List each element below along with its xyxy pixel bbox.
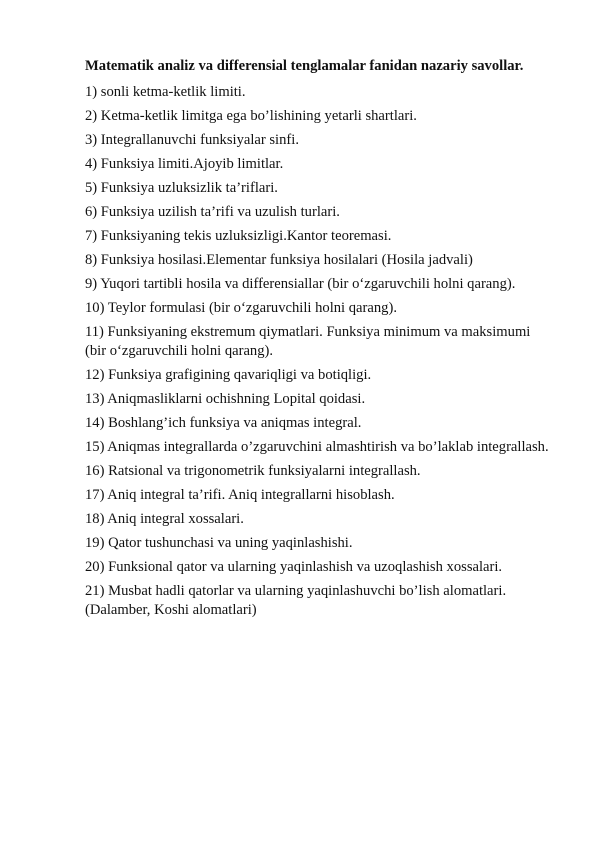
question-17: 17) Aniq integral ta’rifi. Aniq integrallarni hisoblash. [85, 487, 395, 503]
question-20: 20) Funksional qator va ularning yaqinlashish va uzoqlashish xossalari. [85, 559, 503, 575]
question-15: 15) Aniqmas integrallarda o’zgaruvchini almashtirish va bo’laklab integrallash. [85, 439, 549, 455]
question-14: 14) Boshlang’ich funksiya va aniqmas integral. [85, 415, 362, 431]
question-21: 21) Musbat hadli qatorlar va ularning yaqinlashuvchi bo’lish alomatlari. (Dalamber, Koshi alomatlari) [85, 583, 507, 618]
document-page [85, 57, 555, 625]
question-13: 13) Aniqmasliklarni ochishning Lopital qoidasi. [85, 391, 366, 407]
question-5: 5) Funksiya uzluksizlik ta’riflari. [85, 180, 278, 196]
question-list [85, 83, 555, 620]
question-12: 12) Funksiya grafigining qavariqligi va botiqligi. [85, 367, 372, 383]
document-title: Matematik analiz va differensial tenglamalar fanidan nazariy savollar. [85, 58, 524, 74]
question-16: 16) Ratsional va trigonometrik funksiyalarni integrallash. [85, 463, 421, 479]
question-4: 4) Funksiya limiti.Ajoyib limitlar. [85, 156, 284, 172]
question-19: 19) Qator tushunchasi va uning yaqinlashishi. [85, 535, 353, 551]
question-2: 2) Ketma-ketlik limitga ega bo’lishining yetarli shartlari. [85, 108, 417, 124]
question-10: 10) Teylor formulasi (bir o‘zgaruvchili holni qarang). [85, 300, 397, 316]
question-1: 1) sonli ketma-ketlik limiti. [85, 84, 246, 100]
question-11: 11) Funksiyaning ekstremum qiymatlari. Funksiya minimum va maksimumi (bir o‘zgaruvchili holni qarang). [85, 324, 531, 359]
question-18: 18) Aniq integral xossalari. [85, 511, 244, 527]
question-3: 3) Integrallanuvchi funksiyalar sinfi. [85, 132, 299, 148]
question-8: 8) Funksiya hosilasi.Elementar funksiya hosilalari (Hosila jadvali) [85, 252, 473, 268]
question-9: 9) Yuqori tartibli hosila va differensiallar (bir o‘zgaruvchili holni qarang). [85, 276, 516, 292]
question-6: 6) Funksiya uzilish ta’rifi va uzulish turlari. [85, 204, 340, 220]
question-7: 7) Funksiyaning tekis uzluksizligi.Kantor teoremasi. [85, 228, 392, 244]
